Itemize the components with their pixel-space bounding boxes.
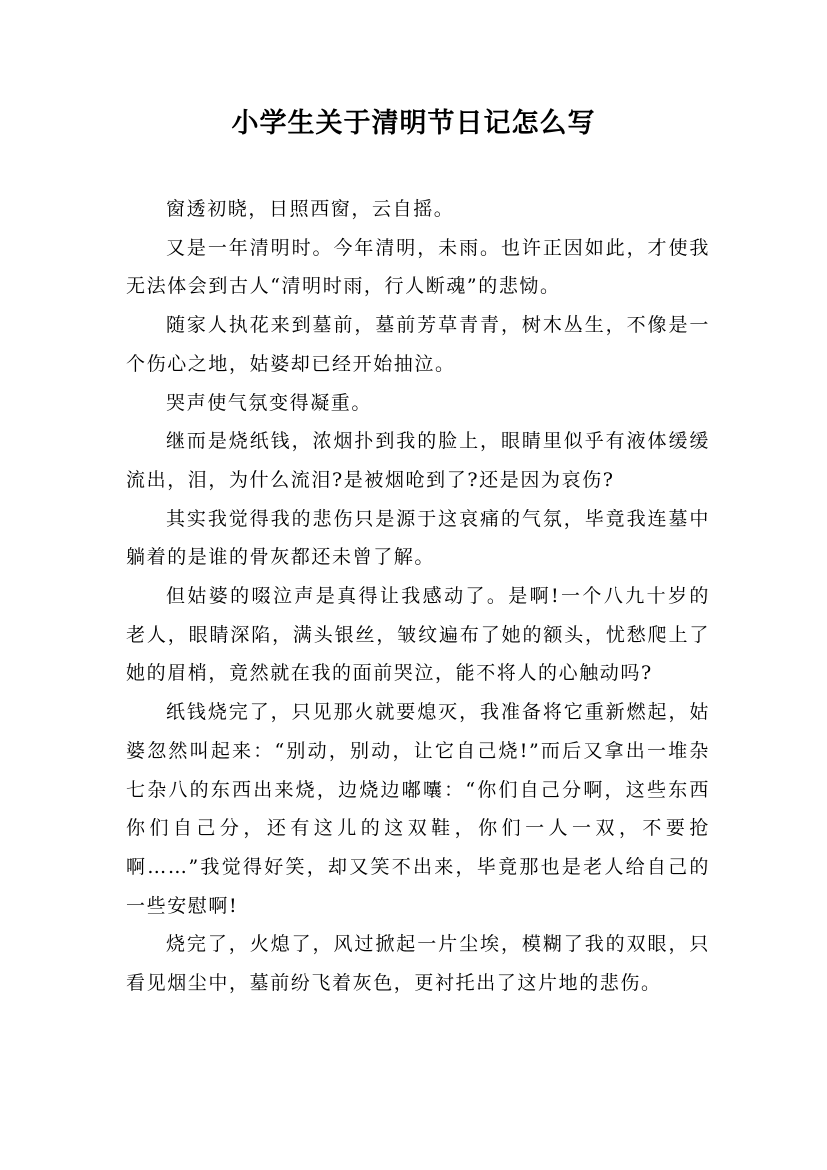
paragraph-6: 其实我觉得我的悲伤只是源于这哀痛的气氛，毕竟我连墓中躺着的是谁的骨灰都还未曾了解。 [126, 507, 710, 569]
paragraph-2: 又是一年清明时。今年清明，未雨。也许正因如此，才使我无法体会到古人“清明时雨，行人断魂”的悲恸。 [126, 236, 710, 298]
document-body [126, 190, 710, 1003]
paragraph-5: 继而是烧纸钱，浓烟扑到我的脸上，眼睛里似乎有液体缓缓流出，泪，为什么流泪?是被烟呛到了?还是因为哀伤? [126, 430, 710, 491]
paragraph-3: 随家人执花来到墓前，墓前芳草青青，树木丛生，不像是一个伤心之地，姑婆却已经开始抽泣。 [126, 314, 710, 375]
paragraph-9: 烧完了，火熄了，风过掀起一片尘埃，模糊了我的双眼，只看见烟尘中，墓前纷飞着灰色，更衬托出了这片地的悲伤。 [126, 933, 710, 995]
paragraph-1: 窗透初晓，日照西窗，云自摇。 [166, 198, 455, 220]
paragraph-4: 哭声使气氛变得凝重。 [166, 391, 373, 414]
paragraph-8: 纸钱烧完了，只见那火就要熄灭，我准备将它重新燃起，姑婆忽然叫起来：“别动，别动，让它自己烧!”而后又拿出一堆杂七杂八的东西出来烧，边烧边嘟囔：“你们自己分啊，这些东西你们自己分，还有这儿的这双鞋，你们一人一双，不要抢啊……”我觉得好笑，却又笑不出来，毕竟那也是老人给自己的一些安慰啊! [126, 701, 710, 917]
paragraph-7: 但姑婆的啜泣声是真得让我感动了。是啊!一个八九十岁的老人，眼睛深陷，满头银丝，皱纹遍布了她的额头，忧愁爬上了她的眉梢，竟然就在我的面前哭泣，能不将人的心触动吗? [126, 585, 710, 685]
document-title: 小学生关于清明节日记怎么写 [231, 108, 596, 139]
